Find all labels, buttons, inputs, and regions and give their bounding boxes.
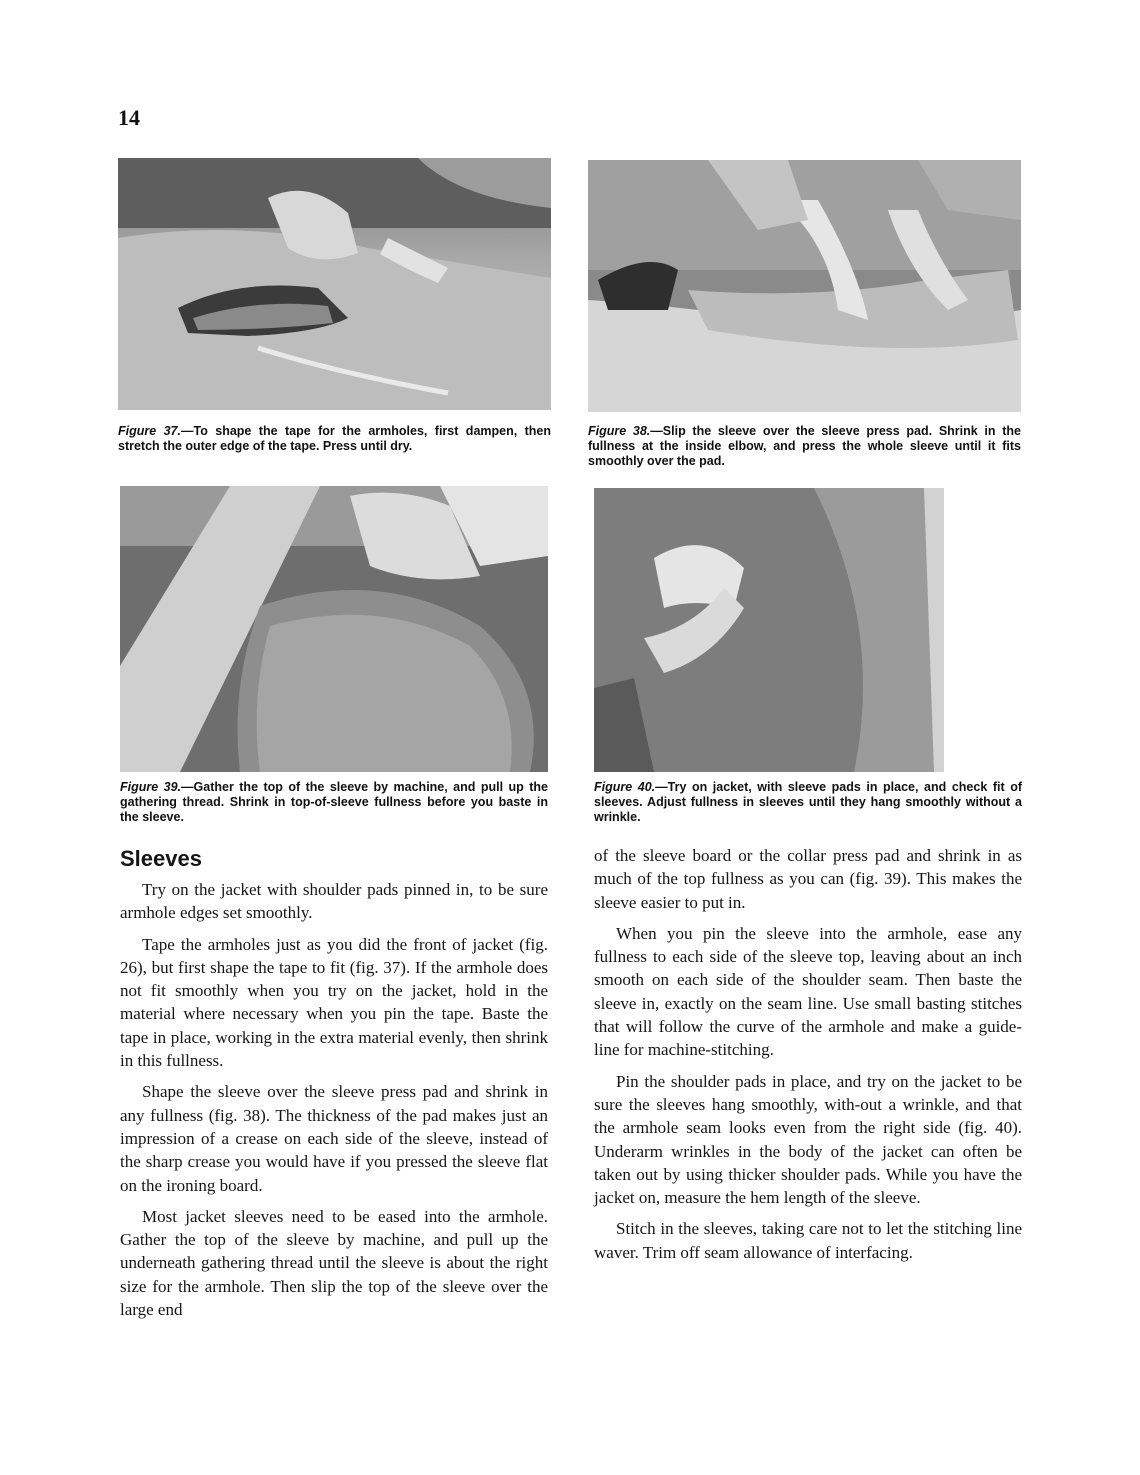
figure-38-label: Figure 38.	[588, 424, 651, 438]
figure-39-caption	[120, 780, 548, 825]
figure-38-photo	[588, 160, 1021, 412]
right-text-column	[594, 844, 1022, 1272]
figure-38-caption	[588, 424, 1021, 469]
figure-40-caption	[594, 780, 1022, 825]
body-paragraph: Shape the sleeve over the sleeve press pad and shrink in any fullness (fig. 38). The thickness of the pad makes just an impression of a crease on each side of the sleeve, instead of the sharp crease you would have if you pressed the sleeve flat on the ironing board.	[120, 1082, 548, 1195]
figure-39-label: Figure 39.	[120, 780, 182, 794]
body-paragraph: Pin the shoulder pads in place, and try on the jacket to be sure the sleeves hang smoothly, with-out a wrinkle, and that the armhole seam looks even from the right side (fig. 40). Underarm wrinkles in the body of the jacket can often be taken out by using thicker shoulder pads. While you have the jacket on, measure the hem length of the sleeve.	[594, 1071, 1022, 1208]
figure-37-photo	[118, 158, 551, 410]
figure-38-text: —Slip the sleeve over the sleeve press pad. Shrink in the fullness at the inside elbow, and press the whole sleeve until it fits smoothly over the pad.	[588, 424, 1022, 468]
sleeve-press-photo-illustration	[588, 160, 1021, 412]
iron-photo-illustration	[118, 158, 551, 410]
figure-37-text: —To shape the tape for the armholes, first dampen, then stretch the outer edge of the tape. Press until dry.	[118, 424, 552, 453]
figure-37-caption	[118, 424, 551, 454]
page-number: 14	[118, 105, 140, 130]
jacket-fitting-photo-illustration	[594, 488, 1017, 772]
figure-40-photo	[594, 488, 1017, 772]
body-paragraph: Stitch in the sleeves, taking care not to let the stitching line waver. Trim off seam allowance of interfacing.	[594, 1219, 1022, 1262]
left-text-column	[120, 846, 548, 1329]
figure-37-label: Figure 37.	[118, 424, 181, 438]
figure-40-label: Figure 40.	[594, 780, 656, 794]
figure-39-photo	[120, 486, 548, 772]
gathered-sleeve-photo-illustration	[120, 486, 548, 772]
figure-40-text: —Try on jacket, with sleeve pads in place, and check fit of sleeves. Adjust fullness in sleeves until they hang smoothly without a wrinkle.	[594, 780, 1022, 824]
section-heading: Sleeves	[120, 846, 202, 871]
body-paragraph: Try on the jacket with shoulder pads pinned in, to be sure armhole edges set smoothly.	[120, 880, 548, 923]
body-paragraph: Most jacket sleeves need to be eased into the armhole. Gather the top of the sleeve by machine, and pull up the underneath gathering thread until the sleeve is about the right size for the armhole. Then slip the top of the sleeve over the large end	[120, 1206, 548, 1320]
figure-39-text: —Gather the top of the sleeve by machine, and pull up the gathering thread. Shrink in top-of-sleeve fullness before you baste in the sleeve.	[120, 780, 548, 824]
body-paragraph-continued: of the sleeve board or the collar press pad and shrink in as much of the top fullness as you can (fig. 39). This makes the sleeve easier to put in.	[594, 846, 1022, 912]
body-paragraph: When you pin the sleeve into the armhole, ease any fullness to each side of the sleeve top, leaving about an inch smooth on each side of the shoulder seam. Then baste the sleeve in, exactly on the seam line. Use small basting stitches that will follow the curve of the armhole and make a guide-line for machine-stitching.	[594, 923, 1022, 1060]
body-paragraph: Tape the armholes just as you did the front of jacket (fig. 26), but first shape the tape to fit (fig. 37). If the armhole does not fit smoothly when you try on the jacket, hold in the material where necessary when you pin the tape. Baste the tape in place, working in the extra material evenly, then shrink in this fullness.	[120, 934, 548, 1071]
